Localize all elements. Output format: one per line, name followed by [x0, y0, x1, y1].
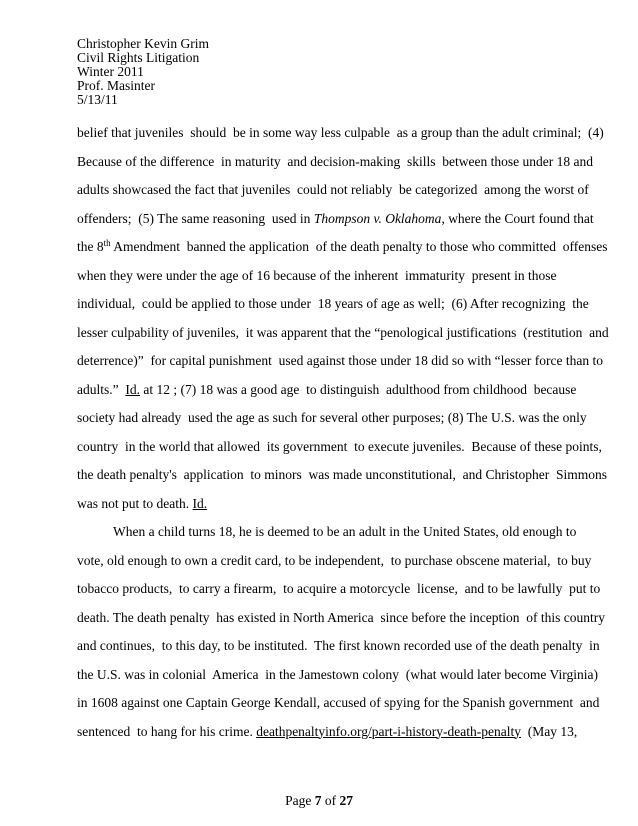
- text-line: country in the world that allowed its government to execute juveniles. Because of these points,: [77, 438, 602, 454]
- text-line: When a child turns 18, he is deemed to be an adult in the United States, old enough to: [113, 524, 577, 539]
- text-line: sentenced to hang for his crime. deathpenaltyinfo.org/part-i-history-death-penalty (May 13,: [77, 723, 578, 739]
- text-line: Because of the difference in maturity and decision-making skills between those under 18 and: [77, 153, 593, 169]
- text-line: adults.” Id. at 12 ; (7) 18 was a good age to distinguish adulthood from childhood because: [77, 381, 577, 397]
- text-line: adults showcased the fact that juveniles could not reliably be categorized among the worst of: [77, 182, 589, 197]
- course-name: Civil Rights Litigation: [77, 50, 200, 65]
- id-citation: Id.: [125, 381, 140, 397]
- current-page: 7: [314, 793, 322, 808]
- text-line: individual, could be applied to those under 18 years of age as well; (6) After recognizing the: [77, 296, 589, 311]
- text-line: and continues, to this day, to be instituted. The first known recorded use of the death penalty in: [77, 638, 600, 653]
- text-line: vote, old enough to own a credit card, to be independent, to purchase obscene material, to buy: [77, 552, 592, 568]
- text-line: lesser culpability of juveniles, it was apparent that the “penological justifications (restitution and: [77, 324, 609, 340]
- text-line: was not put to death. Id.: [77, 495, 208, 511]
- professor-name: Prof. Masinter: [77, 78, 155, 93]
- case-citation: Thompson v. Oklahoma: [313, 210, 442, 226]
- text-line: deterrence)” for capital punishment used against those under 18 did so with “lesser force than to: [77, 353, 603, 368]
- text-line: in 1608 against one Captain George Kendall, accused of spying for the Spanish government and: [77, 695, 600, 710]
- id-citation: Id.: [192, 495, 208, 511]
- superscript: th: [103, 238, 111, 248]
- source-link[interactable]: deathpenaltyinfo.org/part-i-history-death-penalty: [256, 723, 521, 739]
- document-header: [77, 37, 209, 107]
- total-pages: 27: [339, 793, 353, 808]
- text-line: death. The death penalty has existed in North America since before the inception of this country: [77, 609, 605, 625]
- text-line: tobacco products, to carry a firearm, to acquire a motorcycle license, and to be lawfully put to: [77, 581, 601, 596]
- text-line: the 8th Amendment banned the application of the death penalty to those who committed offenses: [77, 238, 608, 254]
- text-line: the death penalty's application to minors was made unconstitutional, and Christopher Simmons: [77, 467, 607, 482]
- text-line: the U.S. was in colonial America in the Jamestown colony (what would later become Virginia): [77, 666, 598, 682]
- page-number: Page 7 of 27: [285, 793, 353, 808]
- text-line: offenders; (5) The same reasoning used in Thompson v. Oklahoma, where the Court found that: [77, 210, 594, 226]
- author-name: Christopher Kevin Grim: [77, 36, 209, 51]
- text-line: belief that juveniles should be in some way less culpable as a group than the adult criminal; (4): [77, 125, 604, 140]
- document-date: 5/13/11: [77, 92, 118, 107]
- text-line: society had already used the age as such for several other purposes; (8) The U.S. was the only: [77, 410, 587, 425]
- text-line: when they were under the age of 16 because of the inherent immaturity present in those: [77, 267, 557, 283]
- term: Winter 2011: [77, 64, 144, 79]
